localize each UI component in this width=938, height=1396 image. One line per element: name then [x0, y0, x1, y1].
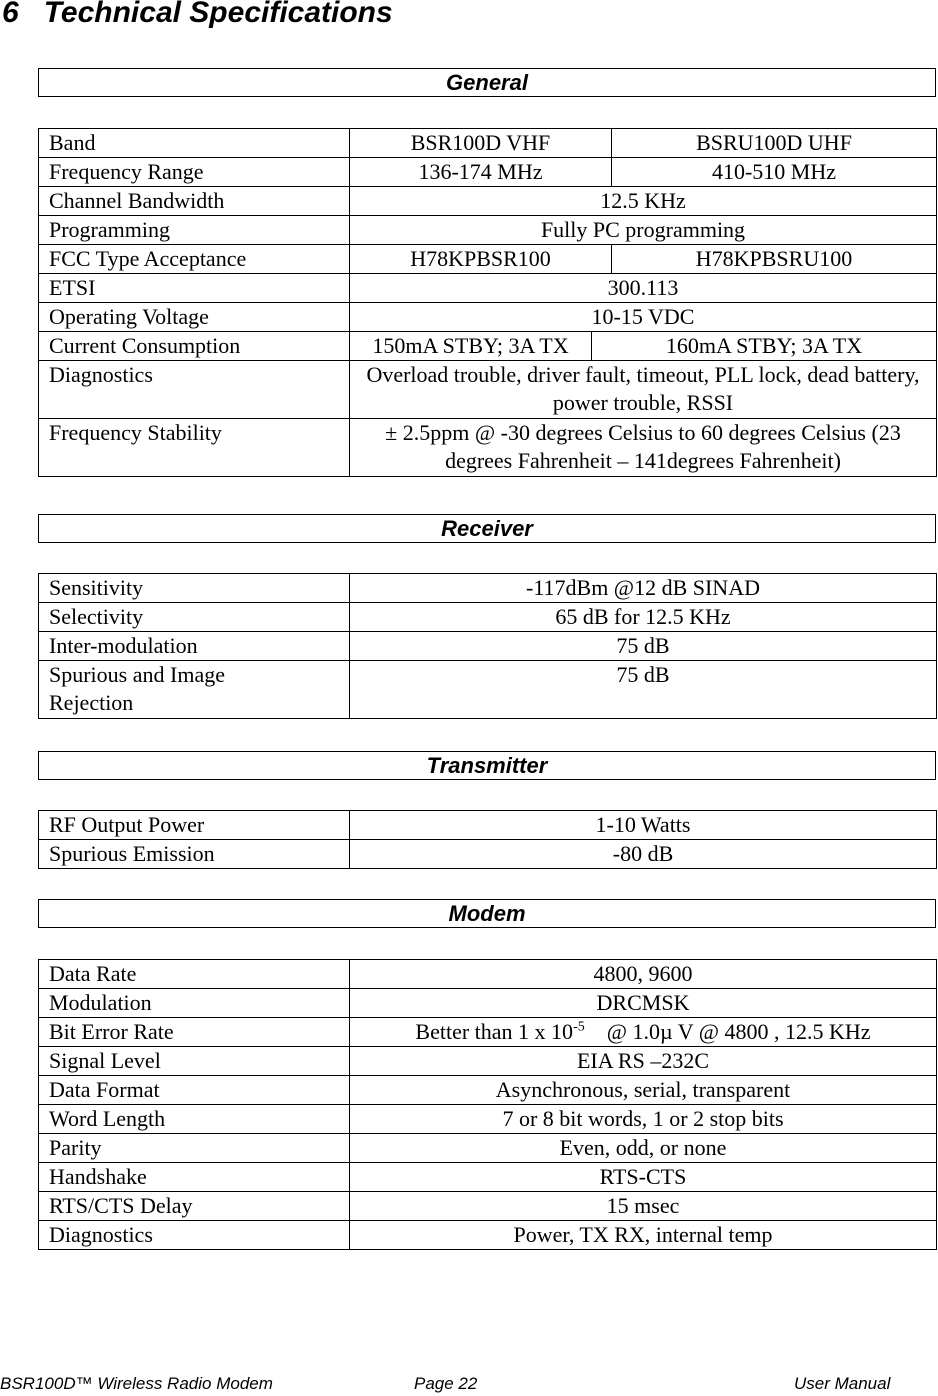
- spec-label: Frequency Stability: [39, 419, 350, 477]
- receiver-spec-table: [38, 573, 937, 719]
- spec-label: Band: [39, 129, 350, 158]
- section-heading-transmitter: Transmitter: [38, 751, 936, 780]
- spec-value-vhf: 136-174 MHz: [350, 158, 612, 187]
- spec-label: Inter-modulation: [39, 632, 350, 661]
- spec-label: Spurious Emission: [39, 840, 350, 869]
- spec-value: Fully PC programming: [350, 216, 937, 245]
- spec-label: Data Format: [39, 1076, 350, 1105]
- spec-value: -80 dB: [350, 840, 937, 869]
- spec-value: Power, TX RX, internal temp: [350, 1221, 937, 1250]
- table-row: [39, 632, 937, 661]
- spec-value: Overload trouble, driver fault, timeout, PLL lock, dead battery, power trouble, RSSI: [350, 361, 937, 419]
- spec-label: Sensitivity: [39, 574, 350, 603]
- spec-label: Selectivity: [39, 603, 350, 632]
- spec-value: 15 msec: [350, 1192, 937, 1221]
- table-row: [39, 960, 937, 989]
- table-row: [39, 1076, 937, 1105]
- table-row: [39, 1192, 937, 1221]
- footer-doc-type: User Manual: [794, 1374, 891, 1393]
- table-row: [39, 361, 937, 419]
- table-row: [39, 1047, 937, 1076]
- spec-value-uhf: H78KPBSRU100: [612, 245, 937, 274]
- table-row: [39, 332, 937, 361]
- table-row: [39, 419, 937, 477]
- spec-value: 300.113: [350, 274, 937, 303]
- spec-value: DRCMSK: [350, 989, 937, 1018]
- spec-value-vhf: BSR100D VHF: [350, 129, 612, 158]
- ber-exponent: -5: [573, 1019, 585, 1035]
- spec-value: 65 dB for 12.5 KHz: [350, 603, 937, 632]
- spec-label: Programming: [39, 216, 350, 245]
- section-heading-general: General: [38, 68, 936, 97]
- general-spec-table: [38, 128, 937, 477]
- spec-value-vhf: 150mA STBY; 3A TX: [350, 332, 592, 361]
- section-heading-modem: Modem: [38, 899, 936, 928]
- spec-value: ± 2.5ppm @ -30 degrees Celsius to 60 degrees Celsius (23 degrees Fahrenheit – 141degrees Fahrenheit): [350, 419, 937, 477]
- table-row: [39, 661, 937, 719]
- table-row: [39, 274, 937, 303]
- ber-suffix: @ 1.0µ V @ 4800 , 12.5 KHz: [584, 1019, 871, 1044]
- spec-label: Handshake: [39, 1163, 350, 1192]
- spec-label: Frequency Range: [39, 158, 350, 187]
- spec-value: Even, odd, or none: [350, 1134, 937, 1163]
- table-row: [39, 1221, 937, 1250]
- spec-value: 75 dB: [350, 632, 937, 661]
- modem-spec-table: [38, 959, 937, 1250]
- table-row: [39, 1134, 937, 1163]
- spec-value-uhf: 160mA STBY; 3A TX: [592, 332, 937, 361]
- spec-value: EIA RS –232C: [350, 1047, 937, 1076]
- page-title: 6 Technical Specifications: [2, 0, 393, 29]
- table-row: [39, 1018, 937, 1047]
- table-row: [39, 989, 937, 1018]
- spec-label: Diagnostics: [39, 1221, 350, 1250]
- table-row: [39, 158, 937, 187]
- table-row: [39, 245, 937, 274]
- spec-label: Diagnostics: [39, 361, 350, 419]
- spec-value: Asynchronous, serial, transparent: [350, 1076, 937, 1105]
- table-row: [39, 216, 937, 245]
- spec-label: Parity: [39, 1134, 350, 1163]
- spec-value-vhf: H78KPBSR100: [350, 245, 612, 274]
- footer-page-number: Page 22: [414, 1374, 478, 1393]
- spec-label: Word Length: [39, 1105, 350, 1134]
- spec-label: FCC Type Acceptance: [39, 245, 350, 274]
- section-heading-receiver: Receiver: [38, 514, 936, 543]
- table-row: [39, 603, 937, 632]
- spec-label: Channel Bandwidth: [39, 187, 350, 216]
- spec-value: 10-15 VDC: [350, 303, 937, 332]
- table-row: [39, 129, 937, 158]
- table-row: [39, 303, 937, 332]
- table-row: [39, 574, 937, 603]
- spec-value: 7 or 8 bit words, 1 or 2 stop bits: [350, 1105, 937, 1134]
- spec-label: Data Rate: [39, 960, 350, 989]
- spec-label: Spurious and Image Rejection: [39, 661, 350, 719]
- spec-label: Operating Voltage: [39, 303, 350, 332]
- spec-value: 4800, 9600: [350, 960, 937, 989]
- spec-label: Modulation: [39, 989, 350, 1018]
- footer-product: BSR100D™ Wireless Radio Modem: [0, 1374, 273, 1393]
- table-row: [39, 1163, 937, 1192]
- spec-value-uhf: 410-510 MHz: [612, 158, 937, 187]
- ber-prefix: Better than 1 x 10: [415, 1019, 574, 1044]
- spec-label: RTS/CTS Delay: [39, 1192, 350, 1221]
- spec-label: ETSI: [39, 274, 350, 303]
- table-row: [39, 1105, 937, 1134]
- spec-value: -117dBm @12 dB SINAD: [350, 574, 937, 603]
- spec-label: Current Consumption: [39, 332, 350, 361]
- spec-label: Signal Level: [39, 1047, 350, 1076]
- spec-label: RF Output Power: [39, 811, 350, 840]
- spec-value: 1-10 Watts: [350, 811, 937, 840]
- table-row: [39, 811, 937, 840]
- spec-value: 75 dB: [350, 661, 937, 719]
- spec-value: RTS-CTS: [350, 1163, 937, 1192]
- transmitter-spec-table: [38, 810, 937, 869]
- spec-value-uhf: BSRU100D UHF: [612, 129, 937, 158]
- spec-value: 12.5 KHz: [350, 187, 937, 216]
- spec-value: [350, 1018, 937, 1047]
- table-row: [39, 840, 937, 869]
- table-row: [39, 187, 937, 216]
- spec-label: Bit Error Rate: [39, 1018, 350, 1047]
